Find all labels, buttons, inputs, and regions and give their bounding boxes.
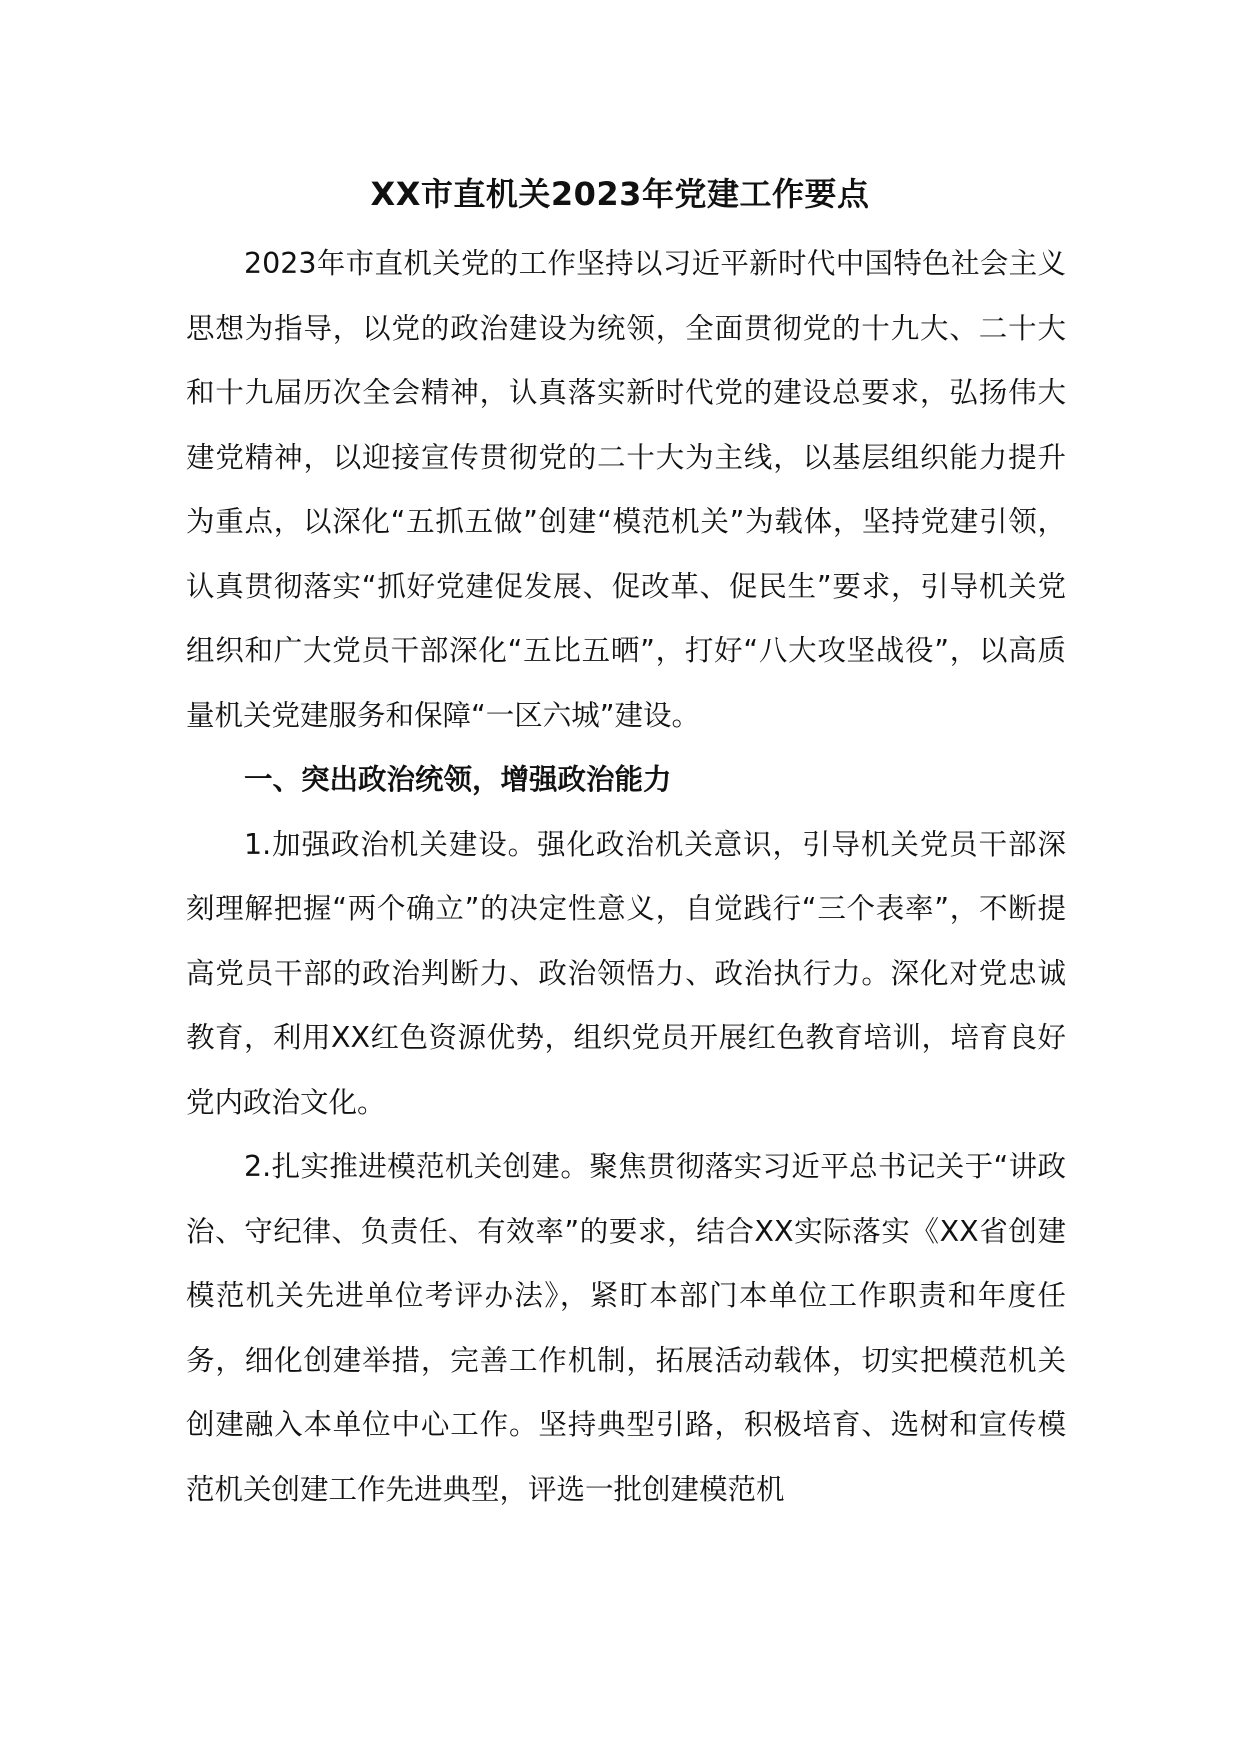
section-heading-1: 一、突出政治统领，增强政治能力 [244, 763, 672, 796]
item-paragraph-2: 2.扎实推进模范机关创建。聚焦贯彻落实习近平总书记关于“讲政治、守纪律、负责任、有效率”的要求，结合XX实际落实《XX省创建模范机关先进单位考评办法》，紧盯本部门本单位工作职责和年度任务，细化创建举措，完善工作机制，拓展活动载体，切实把模范机关创建融入本单位中心工作。坚持典型引路，积极培育、选树和宣传模范机关创建工作先进典型，评选一批创建模范机 [186, 1150, 1066, 1506]
item-paragraph-1: 1.加强政治机关建设。强化政治机关意识，引导机关党员干部深刻理解把握“两个确立”的决定性意义，自觉践行“三个表率”，不断提高党员干部的政治判断力、政治领悟力、政治执行力。深化对党忠诚教育，利用XX红色资源优势，组织党员开展红色教育培训，培育良好党内政治文化。 [186, 827, 1066, 1119]
intro-paragraph: 2023年市直机关党的工作坚持以习近平新时代中国特色社会主义思想为指导，以党的政治建设为统领，全面贯彻党的十九大、二十大和十九届历次全会精神，认真落实新时代党的建设总要求，弘扬伟大建党精神，以迎接宣传贯彻党的二十大为主线，以基层组织能力提升为重点，以深化“五抓五做”创建“模范机关”为载体，坚持党建引领，认真贯彻落实“抓好党建促发展、促改革、促民生”要求，引导机关党组织和广大党员干部深化“五比五晒”，打好“八大攻坚战役”，以高质量机关党建服务和保障“一区六城”建设。 [186, 247, 1066, 732]
document-title: XX市直机关2023年党建工作要点 [370, 175, 870, 213]
document-body [186, 232, 1066, 1522]
